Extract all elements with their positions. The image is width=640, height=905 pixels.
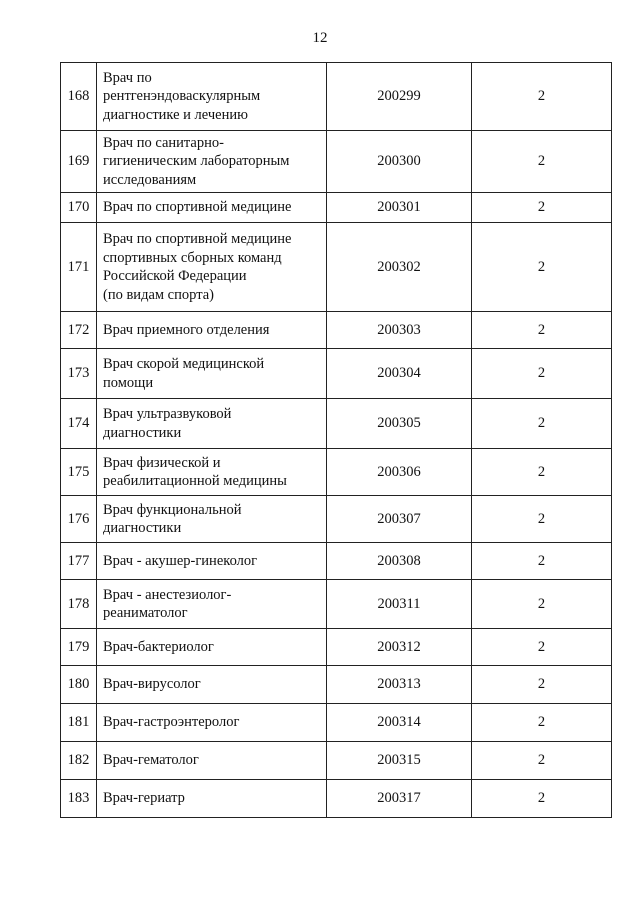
table-row — [61, 666, 612, 704]
position-value: 2 — [472, 312, 612, 349]
position-title: Врач по спортивной медицине спортивных сборных команд Российской Федерации (по видам спорта) — [97, 223, 327, 312]
row-number: 170 — [61, 193, 97, 223]
position-value: 2 — [472, 223, 612, 312]
table-row — [61, 629, 612, 666]
position-value: 2 — [472, 449, 612, 496]
position-code: 200307 — [327, 496, 472, 543]
position-value: 2 — [472, 399, 612, 449]
page-number: 12 — [312, 30, 328, 46]
position-title: Врач ультразвуковой диагностики — [97, 399, 327, 449]
row-number: 173 — [61, 349, 97, 399]
position-value: 2 — [472, 63, 612, 131]
position-code: 200306 — [327, 449, 472, 496]
position-code: 200311 — [327, 580, 472, 629]
position-value: 2 — [472, 629, 612, 666]
table-row — [61, 312, 612, 349]
position-title: Врач функциональной диагностики — [97, 496, 327, 543]
table-row — [61, 742, 612, 780]
position-code: 200300 — [327, 131, 472, 193]
row-number: 179 — [61, 629, 97, 666]
table-row — [61, 63, 612, 131]
position-code: 200302 — [327, 223, 472, 312]
row-number: 180 — [61, 666, 97, 704]
position-value: 2 — [472, 666, 612, 704]
position-value: 2 — [472, 704, 612, 742]
table-row — [61, 399, 612, 449]
row-number: 183 — [61, 780, 97, 818]
table-row — [61, 780, 612, 818]
position-title: Врач-гастроэнтеролог — [97, 704, 327, 742]
position-title: Врач - анестезиолог- реаниматолог — [97, 580, 327, 629]
position-title: Врач физической и реабилитационной медицины — [97, 449, 327, 496]
position-value: 2 — [472, 742, 612, 780]
position-code: 200299 — [327, 63, 472, 131]
position-code: 200314 — [327, 704, 472, 742]
row-number: 177 — [61, 543, 97, 580]
table-row — [61, 543, 612, 580]
position-title: Врач-гериатр — [97, 780, 327, 818]
position-title: Врач-вирусолог — [97, 666, 327, 704]
position-code: 200303 — [327, 312, 472, 349]
position-value: 2 — [472, 131, 612, 193]
positions-table — [60, 62, 612, 818]
position-value: 2 — [472, 780, 612, 818]
position-title: Врач-бактериолог — [97, 629, 327, 666]
row-number: 181 — [61, 704, 97, 742]
position-code: 200301 — [327, 193, 472, 223]
table-row — [61, 704, 612, 742]
table-row — [61, 349, 612, 399]
position-title: Врач скорой медицинской помощи — [97, 349, 327, 399]
position-code: 200312 — [327, 629, 472, 666]
table-row — [61, 223, 612, 312]
row-number: 182 — [61, 742, 97, 780]
position-title: Врач по рентгенэндоваскулярным диагностике и лечению — [97, 63, 327, 131]
position-title: Врач по спортивной медицине — [97, 193, 327, 223]
position-value: 2 — [472, 193, 612, 223]
position-code: 200313 — [327, 666, 472, 704]
position-value: 2 — [472, 580, 612, 629]
row-number: 168 — [61, 63, 97, 131]
position-code: 200315 — [327, 742, 472, 780]
table-row — [61, 193, 612, 223]
row-number: 169 — [61, 131, 97, 193]
table-row — [61, 449, 612, 496]
position-code: 200308 — [327, 543, 472, 580]
row-number: 171 — [61, 223, 97, 312]
position-value: 2 — [472, 496, 612, 543]
position-value: 2 — [472, 349, 612, 399]
table-row — [61, 496, 612, 543]
position-title: Врач по санитарно- гигиеническим лабораторным исследованиям — [97, 131, 327, 193]
row-number: 178 — [61, 580, 97, 629]
row-number: 176 — [61, 496, 97, 543]
table-row — [61, 131, 612, 193]
row-number: 174 — [61, 399, 97, 449]
table-row — [61, 580, 612, 629]
position-code: 200317 — [327, 780, 472, 818]
position-value: 2 — [472, 543, 612, 580]
row-number: 175 — [61, 449, 97, 496]
position-title: Врач - акушер-гинеколог — [97, 543, 327, 580]
row-number: 172 — [61, 312, 97, 349]
position-title: Врач приемного отделения — [97, 312, 327, 349]
position-code: 200305 — [327, 399, 472, 449]
position-title: Врач-гематолог — [97, 742, 327, 780]
position-code: 200304 — [327, 349, 472, 399]
